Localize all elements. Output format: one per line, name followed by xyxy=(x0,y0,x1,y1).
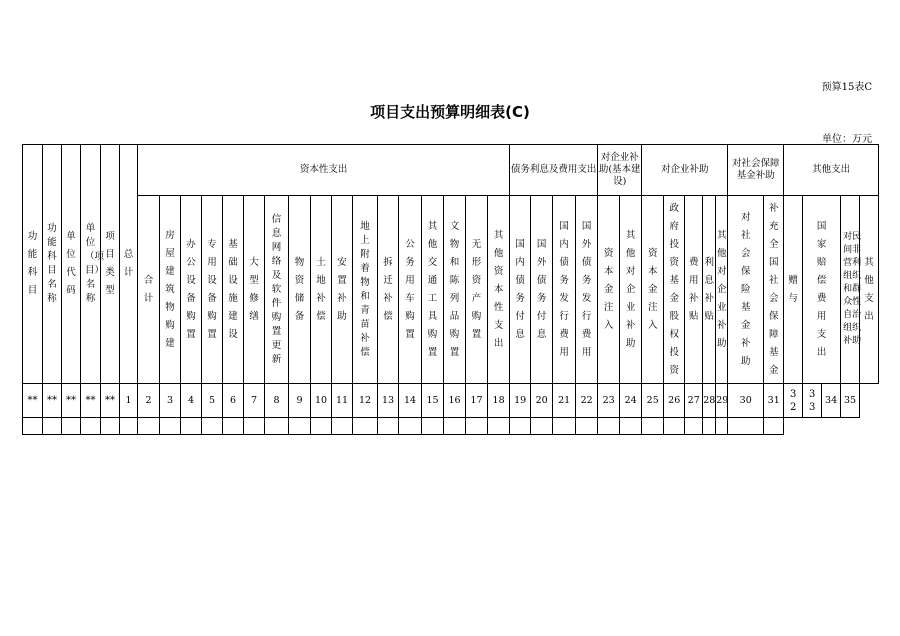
col-header: 其他对企业补助 xyxy=(620,196,642,384)
form-number: 预算15表C xyxy=(821,82,872,93)
header-group-capital: 资本性支出 xyxy=(138,145,510,196)
empty-cell xyxy=(244,418,265,435)
unit-label: 单位：万元 xyxy=(822,134,872,145)
header-project-type: 项目类型 xyxy=(101,145,120,384)
empty-cell xyxy=(311,418,332,435)
col-header: 无形资产购置 xyxy=(466,196,488,384)
col-header: 资本金注入 xyxy=(598,196,620,384)
empty-cell xyxy=(664,418,685,435)
header-group-debt: 债务利息及费用支出 xyxy=(510,145,598,196)
index-number: 13 xyxy=(378,384,399,418)
col-header: 国内债务付息 xyxy=(510,196,531,384)
index-number: 8 xyxy=(265,384,289,418)
index-number: 18 xyxy=(488,384,510,418)
index-number: 23 xyxy=(598,384,620,418)
empty-cell xyxy=(289,418,311,435)
col-header: 基础设施建设 xyxy=(223,196,244,384)
index-number: 31 xyxy=(764,384,784,418)
index-number: 10 xyxy=(311,384,332,418)
index-number: 30 xyxy=(728,384,764,418)
col-header: 补充全国社会保障基金 xyxy=(764,196,784,384)
col-header: 赠与 xyxy=(784,196,803,384)
empty-cell xyxy=(422,418,444,435)
header-group-social: 对社会保障基金补助 xyxy=(728,145,784,196)
empty-cell xyxy=(531,418,553,435)
header-unit-project-name: 单位（项目）名称 xyxy=(81,145,101,384)
index-number: 4 xyxy=(181,384,202,418)
empty-cell xyxy=(81,418,101,435)
index-number: 25 xyxy=(642,384,664,418)
empty-cell xyxy=(120,418,138,435)
header-group-enterprise-base: 对企业补助(基本建设) xyxy=(598,145,642,196)
index-number: 6 xyxy=(223,384,244,418)
index-row xyxy=(23,384,879,418)
index-number: 35 xyxy=(841,384,860,418)
empty-cell xyxy=(764,418,784,435)
col-header: 对民间非营利组织和群众性自治组织补助 xyxy=(841,196,860,384)
header-func-subject: 功能科目 xyxy=(23,145,43,384)
star-cell: ** xyxy=(81,384,101,418)
empty-cell xyxy=(703,418,716,435)
col-header: 大型修缮 xyxy=(244,196,265,384)
empty-cell xyxy=(62,418,81,435)
col-header: 其他对企业补助 xyxy=(716,196,728,384)
index-number: 24 xyxy=(620,384,642,418)
empty-cell xyxy=(444,418,466,435)
index-number: 20 xyxy=(531,384,553,418)
col-header: 国家赔偿费用支出 xyxy=(803,196,841,384)
header-group-enterprise: 对企业补助 xyxy=(642,145,728,196)
index-number: 29 xyxy=(716,384,728,418)
index-number: 3 xyxy=(160,384,181,418)
empty-cell xyxy=(138,418,160,435)
empty-cell xyxy=(181,418,202,435)
col-header: 拆迁补偿 xyxy=(378,196,399,384)
col-header: 办公设备购置 xyxy=(181,196,202,384)
empty-cell xyxy=(510,418,531,435)
header-row-groups xyxy=(23,145,879,196)
index-number: 11 xyxy=(332,384,353,418)
index-number: 34 xyxy=(822,384,841,418)
col-header: 地上附着物和青苗补偿 xyxy=(353,196,378,384)
col-header: 公务用车购置 xyxy=(399,196,422,384)
index-number: 27 xyxy=(685,384,703,418)
empty-cell xyxy=(23,418,43,435)
index-number: 32 xyxy=(784,384,803,418)
col-header: 安置补助 xyxy=(332,196,353,384)
empty-cell xyxy=(576,418,598,435)
index-number: 15 xyxy=(422,384,444,418)
star-cell: ** xyxy=(62,384,81,418)
index-number: 16 xyxy=(444,384,466,418)
col-header: 土地补偿 xyxy=(311,196,332,384)
empty-cell xyxy=(101,418,120,435)
index-number: 22 xyxy=(576,384,598,418)
data-row-empty xyxy=(23,418,879,435)
header-func-subject-name: 功能科目名称 xyxy=(43,145,62,384)
index-number: 14 xyxy=(399,384,422,418)
col-header: 国外债务发行费用 xyxy=(576,196,598,384)
empty-cell xyxy=(399,418,422,435)
index-number: 28 xyxy=(703,384,716,418)
col-header: 资本金注入 xyxy=(642,196,664,384)
index-number: 26 xyxy=(664,384,685,418)
col-header: 其他支出 xyxy=(860,196,879,384)
index-number: 12 xyxy=(353,384,378,418)
empty-cell xyxy=(43,418,62,435)
col-header: 房屋建筑物购建 xyxy=(160,196,181,384)
index-number: 2 xyxy=(138,384,160,418)
star-cell: ** xyxy=(101,384,120,418)
header-total: 总计 xyxy=(120,145,138,384)
index-number: 5 xyxy=(202,384,223,418)
empty-cell xyxy=(378,418,399,435)
col-header: 费用补贴 xyxy=(685,196,703,384)
index-number: 19 xyxy=(510,384,531,418)
empty-cell xyxy=(488,418,510,435)
index-number: 21 xyxy=(553,384,576,418)
empty-cell xyxy=(353,418,378,435)
empty-cell xyxy=(332,418,353,435)
col-header: 信息网络及软件购置更新 xyxy=(265,196,289,384)
index-number: 33 xyxy=(803,384,822,418)
empty-cell xyxy=(223,418,244,435)
index-number: 17 xyxy=(466,384,488,418)
header-group-other: 其他支出 xyxy=(784,145,879,196)
col-header: 专用设备购置 xyxy=(202,196,223,384)
col-header: 政府投资基金股权投资 xyxy=(664,196,685,384)
header-unit-code: 单位代码 xyxy=(62,145,81,384)
empty-cell xyxy=(642,418,664,435)
col-header: 物资储备 xyxy=(289,196,311,384)
col-header: 其他资本性支出 xyxy=(488,196,510,384)
col-header: 合计 xyxy=(138,196,160,384)
header-row-columns xyxy=(23,196,879,384)
col-header: 对社会保险基金补助 xyxy=(728,196,764,384)
empty-cell xyxy=(685,418,703,435)
star-cell: ** xyxy=(23,384,43,418)
budget-table xyxy=(22,144,879,435)
index-number: 9 xyxy=(289,384,311,418)
col-header: 文物和陈列品购置 xyxy=(444,196,466,384)
empty-cell xyxy=(202,418,223,435)
col-header: 国内债务发行费用 xyxy=(553,196,576,384)
col-header: 其他交通工具购置 xyxy=(422,196,444,384)
index-number: 1 xyxy=(120,384,138,418)
col-header: 利息补贴 xyxy=(703,196,716,384)
empty-cell xyxy=(553,418,576,435)
empty-cell xyxy=(598,418,620,435)
empty-cell xyxy=(265,418,289,435)
empty-cell xyxy=(728,418,764,435)
index-number: 7 xyxy=(244,384,265,418)
page-title: 项目支出预算明细表(C) xyxy=(370,103,530,121)
empty-cell xyxy=(160,418,181,435)
empty-cell xyxy=(620,418,642,435)
empty-cell xyxy=(466,418,488,435)
star-cell: ** xyxy=(43,384,62,418)
col-header: 国外债务付息 xyxy=(531,196,553,384)
empty-cell xyxy=(716,418,728,435)
